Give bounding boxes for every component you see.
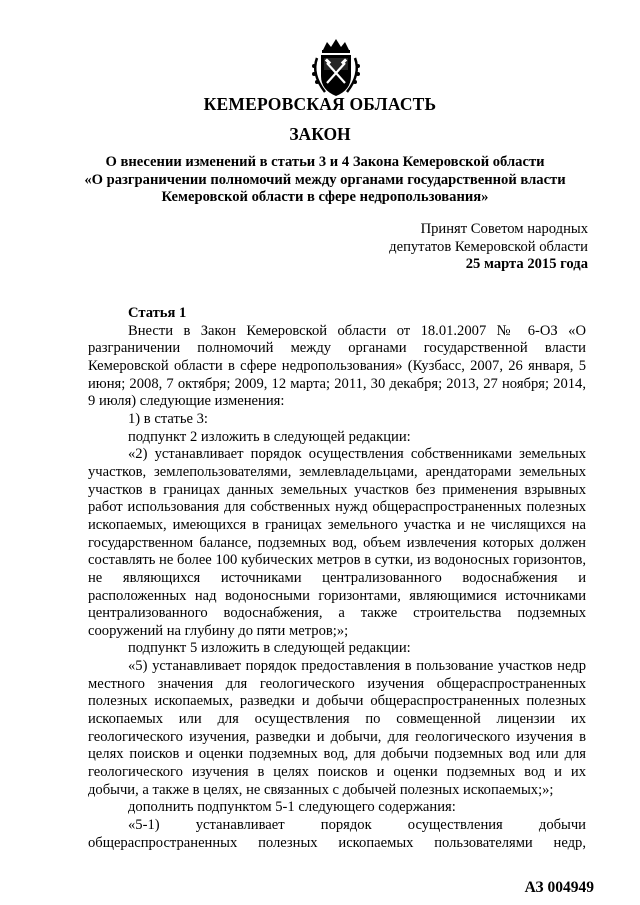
law-subject-title	[80, 154, 570, 207]
adoption-line-1: Принят Советом народных	[420, 221, 588, 237]
form-serial-number: АЗ 004949	[524, 879, 594, 896]
article-title: Статья 1	[128, 305, 187, 321]
subpoint-5-intro: подпункт 5 изложить в следующей редакции:	[128, 640, 411, 657]
document-type-heading: ЗАКОН	[289, 124, 351, 144]
subject-line-3: Кемеровской области в сфере недропользования»	[161, 189, 489, 205]
subpoint-5-1-text: «5-1) устанавливает порядок осуществления добычи общераспространенных полезных ископаемых пользователями недр,	[88, 817, 586, 851]
subject-line-2: «О разграничении полномочий между органами государственной власти	[84, 171, 566, 188]
kemerovo-coat-of-arms-emblem	[305, 36, 367, 98]
adoption-block	[389, 221, 588, 274]
subpoint-2-text: «2) устанавливает порядок осуществления собственниками земельных участков, землепользователями, землевладельцами, арендаторами земельных участков в границах данных земельных участков без применения взрывных работ использования для собственных нужд общераспространенных полезных ископаемых, имеющихся в границах земельного участка и не числящихся на государственном балансе, подземных вод, объем извлечения которых должен составлять не более 100 кубических метров в сутки, из водоносных горизонтов, не являющихся источниками централизованного водоснабжения и расположенных над водоносными горизонтами, являющимися источниками централизованного водоснабжения, а также строительства подземных сооружений на глубину до пяти метров;»;	[88, 446, 586, 639]
subpoint-5-text: «5) устанавливает порядок предоставления в пользование участков недр местного значения для геологического изучения общераспространенных полезных ископаемых, разведки и добычи общераспространенных полезных ископаемых или для осуществления по совмещенной лицензии их геологического изучения, разведки и добычи, для геологического изучения в целях поисков и оценки подземных вод, для добычи подземных вод или для геологического изучения в целях поисков и оценки подземных вод и их добычи, а также в целях, не связанных с добычей полезных ископаемых;»;	[88, 658, 586, 798]
subject-line-1: О внесении изменений в статьи 3 и 4 Закона Кемеровской области	[105, 154, 545, 170]
adoption-line-2: депутатов Кемеровской области	[389, 238, 588, 255]
item-1-paragraph: 1) в статье 3:	[128, 410, 208, 427]
region-title: КЕМЕРОВСКАЯ ОБЛАСТЬ	[203, 94, 437, 114]
article-intro-paragraph: Внести в Закон Кемеровской области от 18.01.2007 № 6-ОЗ «О разграничении полномочий между органами государственной власти Кемеровской области в сфере недропользования» (Кузбасс, 2007, 26 января, 5 июня; 2008, 7 октября; 2009, 12 марта; 2011, 30 декабря; 2013, 27 ноября; 2014, 9 июля) следующие изменения:	[88, 322, 586, 410]
law-body-text	[88, 305, 586, 852]
subpoint-2-intro: подпункт 2 изложить в следующей редакции:	[128, 428, 411, 445]
subpoint-5-1-intro: дополнить подпунктом 5-1 следующего содержания:	[128, 799, 456, 816]
adoption-date: 25 марта 2015 года	[465, 256, 588, 272]
